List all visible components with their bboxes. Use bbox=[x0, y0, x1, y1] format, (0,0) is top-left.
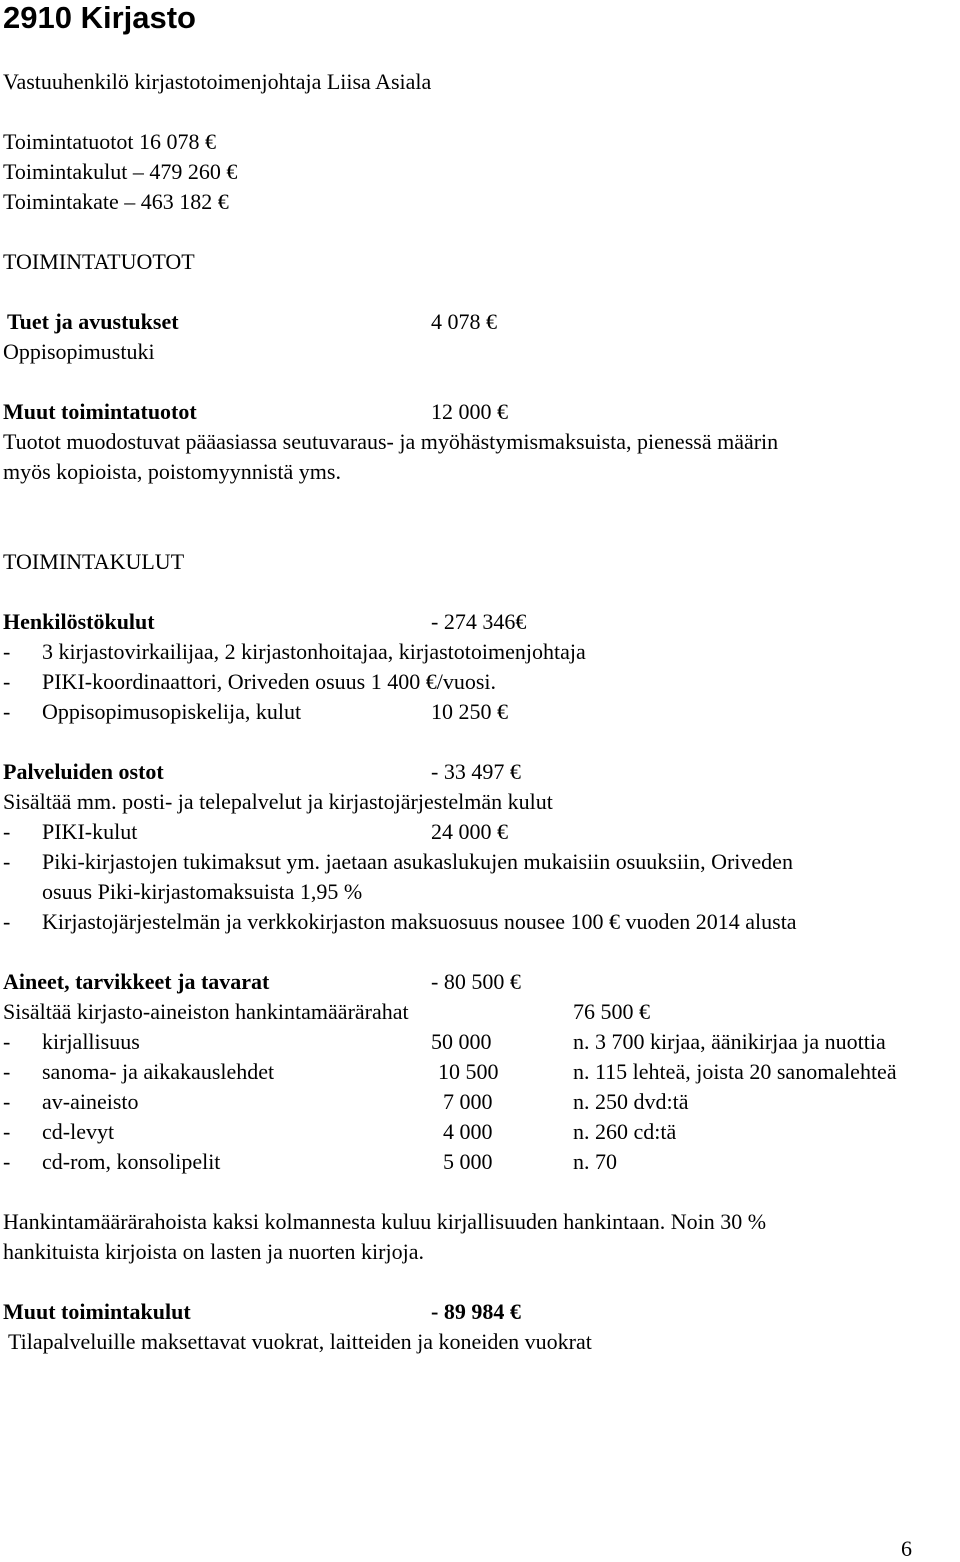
muut-kulut-desc: Tilapalveluille maksettavat vuokrat, laitteiden ja koneiden vuokrat bbox=[8, 1329, 592, 1354]
palvelu-label: Palveluiden ostot bbox=[3, 759, 164, 784]
list-bullet: - bbox=[3, 699, 11, 724]
summary-kulut: Toimintakulut – 479 260 € bbox=[3, 159, 238, 184]
aineet-label: Aineet, tarvikkeet ja tavarat bbox=[3, 969, 270, 994]
piki-tuki-1: Piki-kirjastojen tukimaksut ym. jaetaan asukaslukujen mukaisiin osuuksiin, Oriveden bbox=[42, 849, 793, 874]
list-bullet: - bbox=[3, 819, 11, 844]
muut-tuotot-amount: 12 000 € bbox=[431, 399, 508, 424]
page-number: 6 bbox=[901, 1536, 912, 1561]
hankinta-row-name: cd-levyt bbox=[42, 1119, 115, 1144]
muut-tuotot-desc-2: myös kopioista, poistomyynnistä yms. bbox=[3, 459, 341, 484]
muut-tuotot-label: Muut toimintatuotot bbox=[3, 399, 197, 424]
jarjestelma-note: Kirjastojärjestelmän ja verkkokirjaston maksuosuus nousee 100 € vuoden 2014 alusta bbox=[42, 909, 797, 934]
list-bullet: - bbox=[3, 849, 11, 874]
hankinta-row-name: cd-rom, konsolipelit bbox=[42, 1149, 221, 1174]
summary-kate: Toimintakate – 463 182 € bbox=[3, 189, 229, 214]
hankinta-row-name: sanoma- ja aikakauslehdet bbox=[42, 1059, 275, 1084]
henkilosto-label: Henkilöstökulut bbox=[3, 609, 155, 634]
summary-tuotot: Toimintatuotot 16 078 € bbox=[3, 129, 216, 154]
list-bullet: - bbox=[3, 1089, 11, 1114]
hankinta-row-name: kirjallisuus bbox=[42, 1029, 140, 1054]
palvelu-amount: - 33 497 € bbox=[431, 759, 521, 784]
list-item: Oppisopimusopiskelija, kulut bbox=[42, 699, 302, 724]
list-item: 3 kirjastovirkailijaa, 2 kirjastonhoitajaa, kirjastotoimenjohtaja bbox=[42, 639, 586, 664]
henkilosto-amount: - 274 346€ bbox=[431, 609, 527, 634]
hankinta-row-amount: 4 000 bbox=[443, 1119, 493, 1144]
hankinta-amount: 76 500 € bbox=[573, 999, 650, 1024]
palvelu-desc: Sisältää mm. posti- ja telepalvelut ja kirjastojärjestelmän kulut bbox=[3, 789, 553, 814]
hankinta-label: Sisältää kirjasto-aineiston hankintamäärärahat bbox=[3, 999, 409, 1024]
hankinta-row-amount: 7 000 bbox=[443, 1089, 493, 1114]
tuet-amount: 4 078 € bbox=[431, 309, 497, 334]
oppisopimus-amount: 10 250 € bbox=[431, 699, 508, 724]
tuet-label: Tuet ja avustukset bbox=[7, 309, 179, 334]
list-bullet: - bbox=[3, 639, 11, 664]
hankinta-note-2: hankituista kirjoista on lasten ja nuorten kirjoja. bbox=[3, 1239, 424, 1264]
muut-tuotot-desc-1: Tuotot muodostuvat pääasiassa seutuvaraus- ja myöhästymismaksuista, pienessä määrin bbox=[3, 429, 779, 454]
hankinta-row-note: n. 260 cd:tä bbox=[573, 1119, 677, 1144]
hankinta-note-1: Hankintamäärärahoista kaksi kolmannesta kuluu kirjallisuuden hankintaan. Noin 30 % bbox=[3, 1209, 767, 1234]
hankinta-row-amount: 5 000 bbox=[443, 1149, 493, 1174]
tuet-desc: Oppisopimustuki bbox=[3, 339, 155, 364]
list-bullet: - bbox=[3, 1119, 11, 1144]
hankinta-row-name: av-aineisto bbox=[42, 1089, 139, 1114]
aineet-amount: - 80 500 € bbox=[431, 969, 521, 994]
kulut-heading: TOIMINTAKULUT bbox=[3, 549, 185, 574]
hankinta-row-note: n. 70 bbox=[573, 1149, 617, 1174]
page-title: 2910 Kirjasto bbox=[3, 0, 196, 35]
list-bullet: - bbox=[3, 909, 11, 934]
muut-kulut-label: Muut toimintakulut bbox=[3, 1299, 191, 1324]
list-bullet: - bbox=[3, 669, 11, 694]
hankinta-row-amount: 10 500 bbox=[438, 1059, 499, 1084]
responsible-person: Vastuuhenkilö kirjastotoimenjohtaja Liisa Asiala bbox=[3, 69, 432, 94]
muut-kulut-amount: - 89 984 € bbox=[431, 1299, 521, 1324]
piki-tuki-2: osuus Piki-kirjastomaksuista 1,95 % bbox=[42, 879, 363, 904]
list-bullet: - bbox=[3, 1029, 11, 1054]
hankinta-row-note: n. 250 dvd:tä bbox=[573, 1089, 689, 1114]
piki-kulut-label: PIKI-kulut bbox=[42, 819, 138, 844]
tuotot-heading: TOIMINTATUOTOT bbox=[3, 249, 195, 274]
list-item: PIKI-koordinaattori, Oriveden osuus 1 400 €/vuosi. bbox=[42, 669, 496, 694]
piki-kulut-amount: 24 000 € bbox=[431, 819, 508, 844]
list-bullet: - bbox=[3, 1059, 11, 1084]
list-bullet: - bbox=[3, 1149, 11, 1174]
hankinta-row-note: n. 3 700 kirjaa, äänikirjaa ja nuottia bbox=[573, 1029, 886, 1054]
hankinta-row-note: n. 115 lehteä, joista 20 sanomalehteä bbox=[573, 1059, 897, 1084]
hankinta-row-amount: 50 000 bbox=[431, 1029, 492, 1054]
